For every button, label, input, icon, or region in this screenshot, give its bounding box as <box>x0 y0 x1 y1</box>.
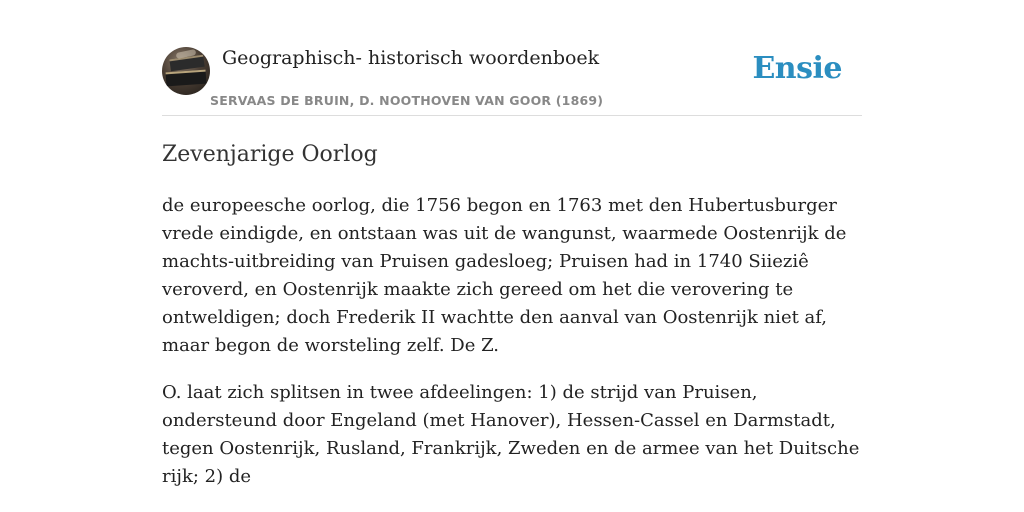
entry-title: Zevenjarige Oorlog <box>162 142 378 167</box>
entry-paragraph-2: O. laat zich splitsen in twee afdeelingen: 1) de strijd van Pruisen, ondersteund door Engeland (met Hanover), Hessen-Cassel en Darmstadt, tegen Oostenrijk, Rusland, Frankrijk, Zweden en de armee van het Duitsche rijk; 2) de <box>162 382 860 487</box>
book-title-link[interactable]: Geographisch- historisch woordenboek <box>222 47 600 69</box>
entry-paragraph-1: de europeesche oorlog, die 1756 begon en 1763 met den Hubertusburger vrede eindigde, en ontstaan was uit de wangunst, waarmede Oostenrijk de machts-uitbreiding van Pruisen gadesloeg; Pruisen had in 1740 Siieziê veroverd, en Oostenrijk maakte zich gereed om het die verovering te ontweldigen; doch Frederik II wachtte den aanval van Oostenrijk niet af, maar begon de worsteling zelf. De Z. <box>162 195 847 356</box>
brand-logo-link[interactable]: Ensie <box>752 51 842 86</box>
book-authors: SERVAAS DE BRUIN, D. NOOTHOVEN VAN GOOR (1869) <box>210 93 604 108</box>
book-header <box>162 0 862 116</box>
page <box>162 0 862 512</box>
book-spine-top <box>169 55 204 72</box>
book-cover-icon[interactable] <box>162 47 210 95</box>
book-spine-bottom <box>166 70 207 87</box>
